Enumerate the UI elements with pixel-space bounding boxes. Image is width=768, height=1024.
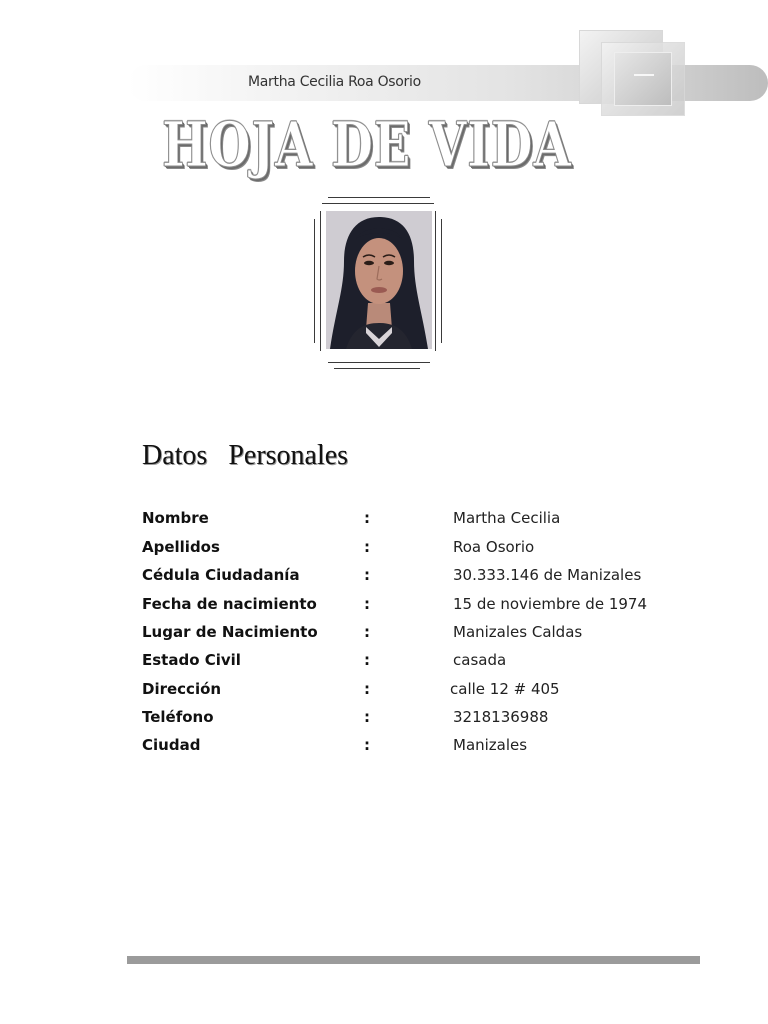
- field-value: Manizales: [453, 736, 528, 754]
- personal-data-row: [0, 736, 768, 760]
- profile-photo: [326, 211, 432, 349]
- header-name: Martha Cecilia Roa Osorio: [248, 74, 421, 90]
- personal-data-row: [0, 651, 768, 675]
- header-decoration-inner: [614, 52, 672, 106]
- field-separator: :: [364, 736, 370, 754]
- personal-data-row: [0, 680, 768, 704]
- field-value: 15 de noviembre de 1974: [453, 595, 647, 613]
- field-separator: :: [364, 708, 370, 726]
- field-label: Nombre: [142, 509, 209, 527]
- footer-bar: [127, 956, 700, 964]
- field-label: Estado Civil: [142, 651, 241, 669]
- field-value: Manizales Caldas: [453, 623, 583, 641]
- field-value: Martha Cecilia: [453, 509, 561, 527]
- field-label: Lugar de Nacimiento: [142, 623, 318, 641]
- personal-data-row: [0, 566, 768, 590]
- field-separator: :: [364, 509, 370, 527]
- field-value: 30.333.146 de Manizales: [453, 566, 642, 584]
- field-label: Fecha de nacimiento: [142, 595, 317, 613]
- personal-data-row: [0, 623, 768, 647]
- field-value: calle 12 # 405: [450, 680, 560, 698]
- field-label: Teléfono: [142, 708, 214, 726]
- field-separator: :: [364, 680, 370, 698]
- personal-data-row: [0, 538, 768, 562]
- field-label: Cédula Ciudadanía: [142, 566, 300, 584]
- field-separator: :: [364, 651, 370, 669]
- personal-data-row: [0, 595, 768, 619]
- field-value: 3218136988: [453, 708, 549, 726]
- field-label: Dirección: [142, 680, 222, 698]
- field-separator: :: [364, 595, 370, 613]
- field-value: casada: [453, 651, 507, 669]
- field-separator: :: [364, 538, 370, 556]
- field-label: Ciudad: [142, 736, 201, 754]
- personal-data-row: [0, 708, 768, 732]
- field-label: Apellidos: [142, 538, 220, 556]
- header-decoration-line: [634, 74, 654, 76]
- section-heading: Datos Personales: [142, 440, 349, 471]
- document-title: HOJA DE VIDA: [162, 108, 572, 181]
- portrait-image: [326, 211, 432, 349]
- field-separator: :: [364, 623, 370, 641]
- personal-data-row: [0, 509, 768, 533]
- field-separator: :: [364, 566, 370, 584]
- field-value: Roa Osorio: [453, 538, 535, 556]
